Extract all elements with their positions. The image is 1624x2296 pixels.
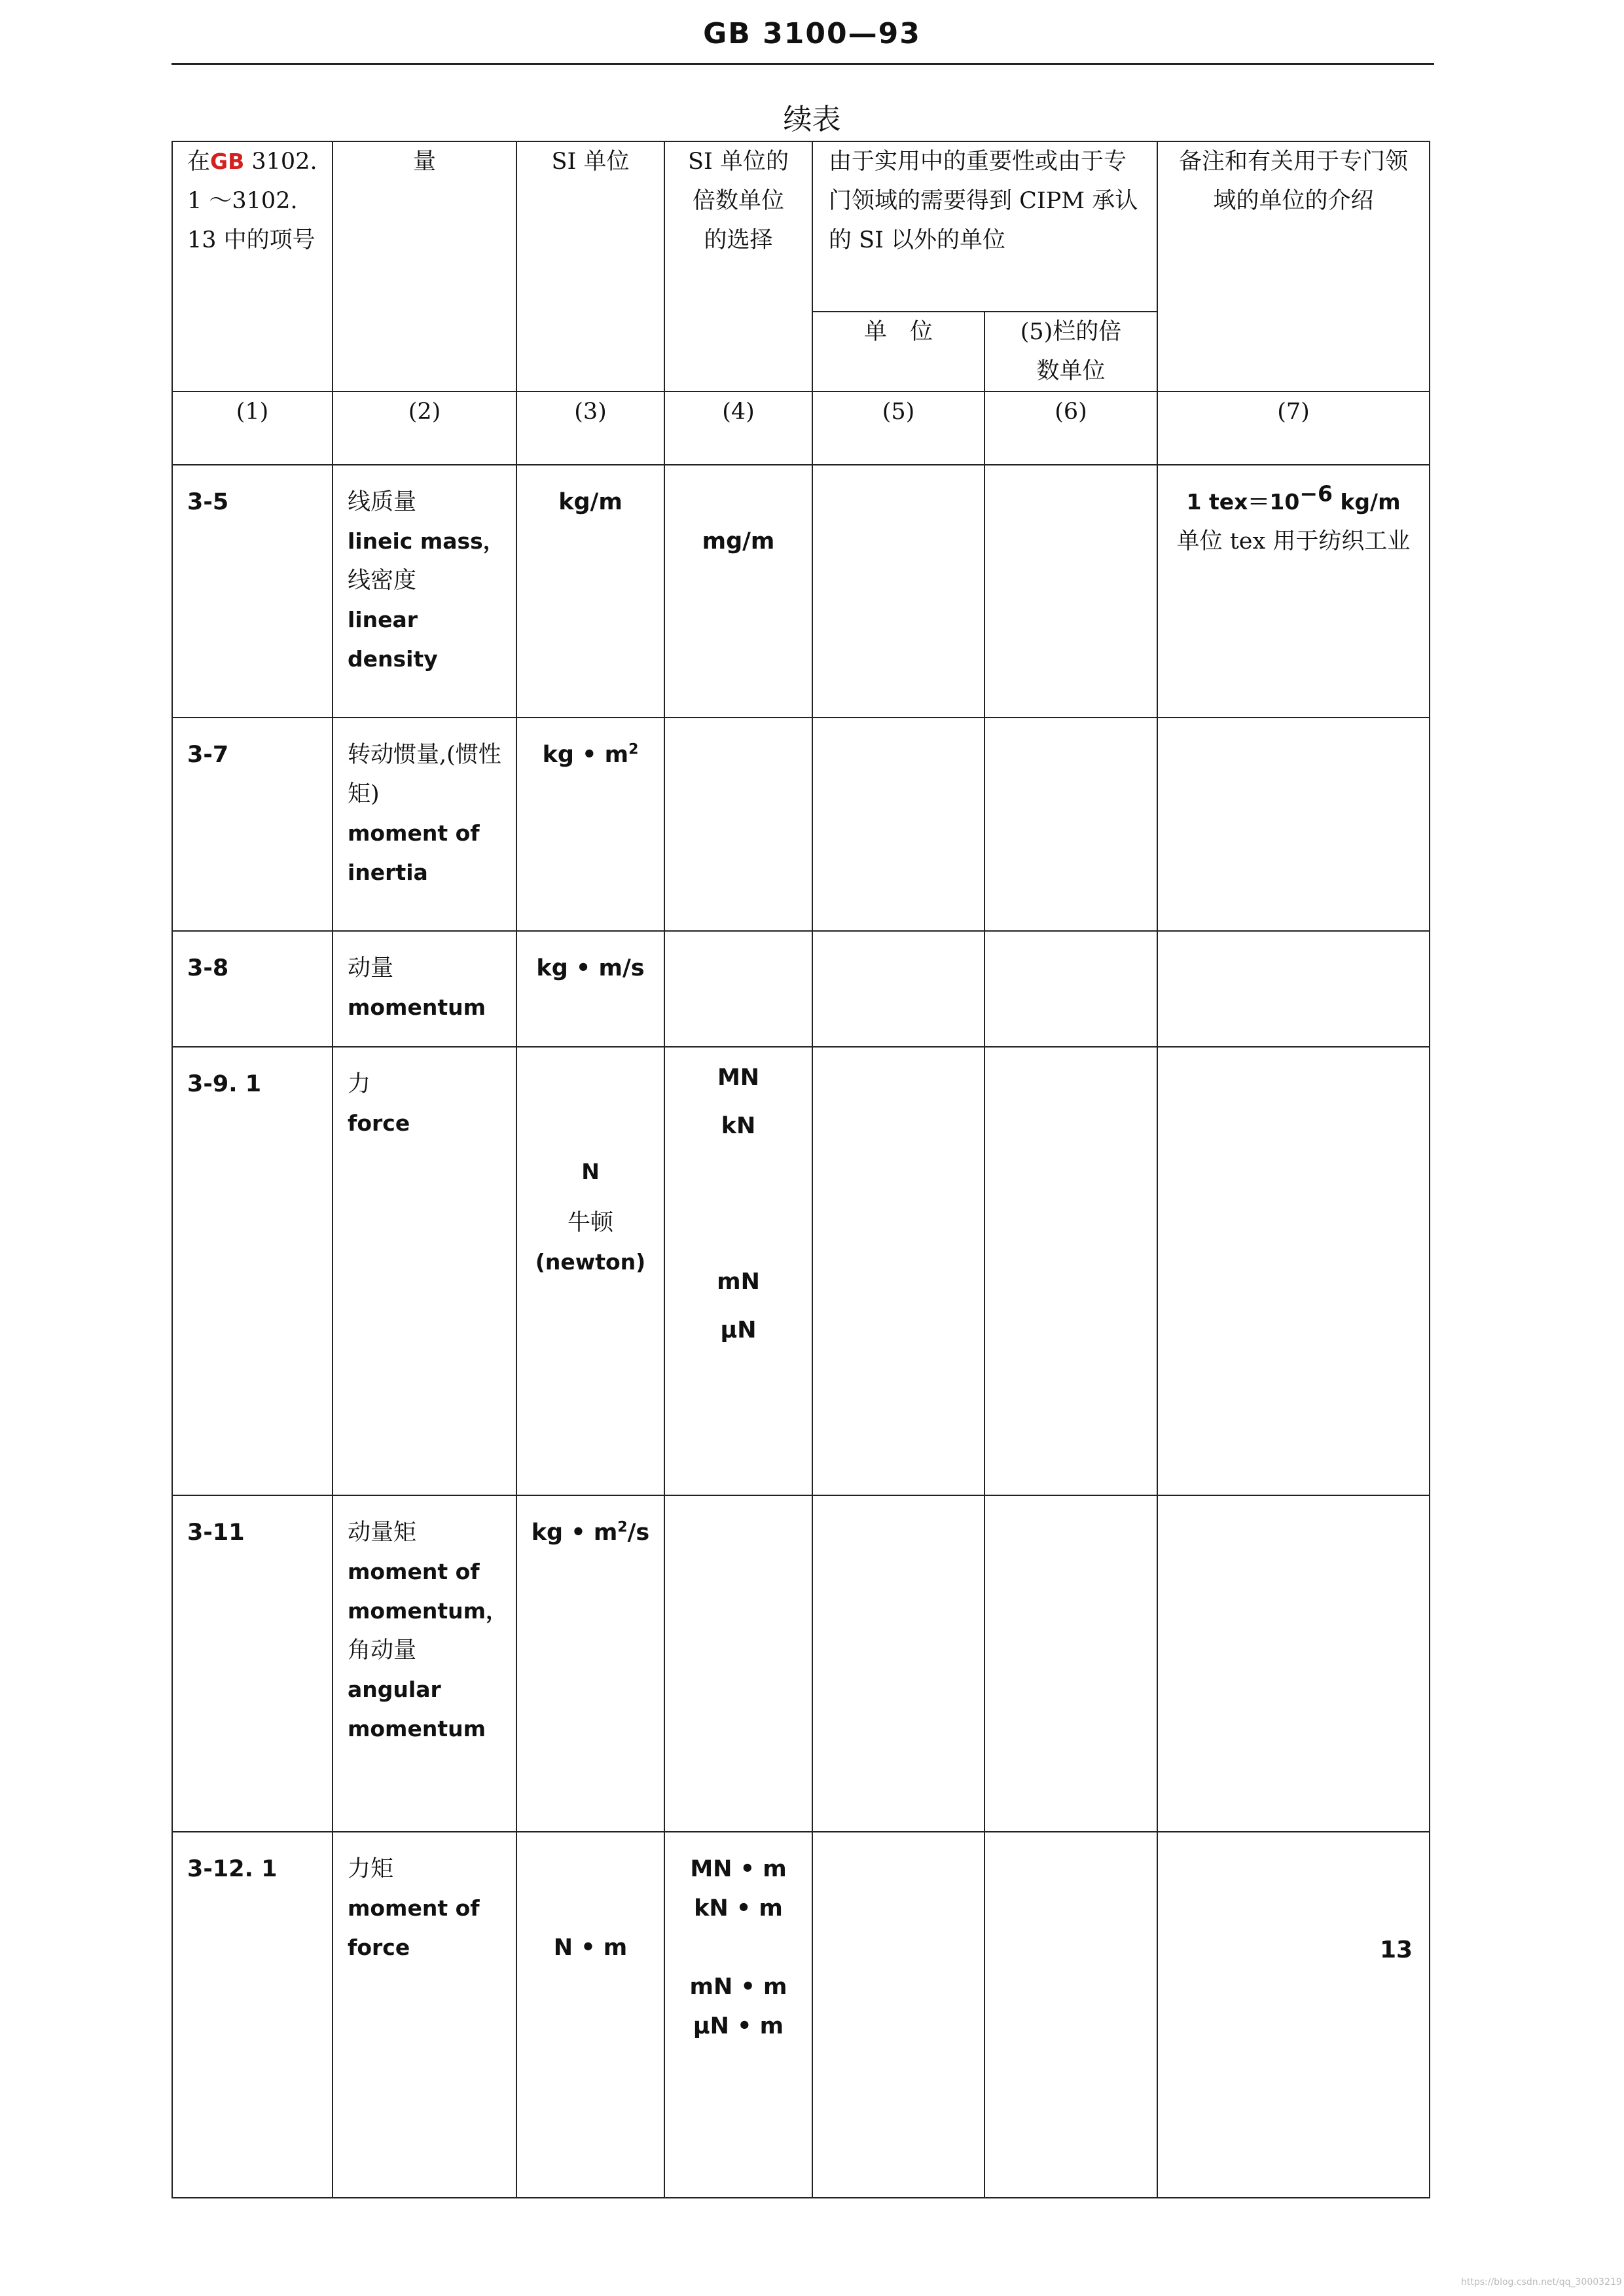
header-non-si-multiples: (5)栏的倍数单位 (984, 312, 1157, 392)
watermark-url: https://blog.csdn.net/qq_30003219 (1461, 2277, 1622, 2287)
item-number: 3-9. 1 (172, 1047, 333, 1495)
col-number-7: (7) (1157, 392, 1430, 465)
header-rule (171, 63, 1434, 65)
si-multiple: mg/m (664, 465, 812, 718)
quantity-cn: 线质量 (348, 489, 417, 515)
quantity-cn-alt: 角动量 (348, 1637, 417, 1664)
table-row (172, 931, 1430, 1047)
quantity-cell (333, 1495, 516, 1832)
header-non-si-unit: 单 位 (812, 312, 984, 392)
multiple-kn-m: kN • m (694, 1895, 783, 1922)
quantity-en: lineic mass， (348, 528, 505, 554)
item-number: 3-12. 1 (172, 1832, 333, 2198)
header-item-number (172, 141, 333, 392)
units-table (171, 141, 1430, 2198)
header-si-multiples: SI 单位的倍数单位的选择 (664, 141, 812, 392)
item-number: 3-11 (172, 1495, 333, 1832)
quantity-cell (333, 1832, 516, 2198)
non-si-unit (812, 931, 984, 1047)
col-number-1: (1) (172, 392, 333, 465)
si-unit-name-cn: 牛顿 (567, 1210, 613, 1236)
header-gb-link[interactable]: GB (210, 149, 245, 174)
non-si-multiple (984, 465, 1157, 718)
quantity-cn-alt: 线密度 (348, 568, 417, 594)
col-number-5: (5) (812, 392, 984, 465)
non-si-unit (812, 1832, 984, 2198)
document-header: GB 3100—93 (703, 17, 921, 50)
quantity-cell (333, 465, 516, 718)
multiple-micron: μN (720, 1317, 757, 1343)
remark-cell (1157, 1495, 1430, 1832)
non-si-unit (812, 1495, 984, 1832)
col-number-2: (2) (333, 392, 516, 465)
multiple-millin-m: mN • m (689, 1974, 787, 2000)
header-si-unit: SI 单位 (516, 141, 664, 392)
quantity-cell (333, 718, 516, 931)
col-number-4: (4) (664, 392, 812, 465)
non-si-multiple (984, 931, 1157, 1047)
item-number: 3-5 (172, 465, 333, 718)
si-multiple (664, 1047, 812, 1495)
page-number: 13 (1380, 1937, 1413, 1963)
quantity-cell (333, 1047, 516, 1495)
table-title: 续表 (783, 103, 841, 136)
quantity-cn: 动量矩 (348, 1520, 417, 1546)
remark-cell (1157, 1832, 1430, 2198)
header-item-prefix: 在 (187, 149, 211, 175)
multiple-mn-m: MN • m (690, 1856, 787, 1882)
quantity-cn: 力 (348, 1071, 371, 1097)
quantity-en: moment of momentum， (348, 1559, 507, 1624)
table-row (172, 1047, 1430, 1495)
table-row (172, 465, 1430, 718)
si-unit: N • m (516, 1832, 664, 2198)
quantity-cn: 转动惯量,(惯性矩) (348, 742, 501, 807)
si-unit-name-en: (newton) (535, 1249, 646, 1275)
remark-tex-definition: 1 $tex=10^{-6}$ kg/m (1186, 481, 1401, 515)
table-row (172, 718, 1430, 931)
item-number: 3-8 (172, 931, 333, 1047)
remark-cell (1157, 718, 1430, 931)
quantity-cell (333, 931, 516, 1047)
table-row (172, 1495, 1430, 1832)
quantity-cn: 动量 (348, 955, 394, 981)
non-si-multiple (984, 1832, 1157, 2198)
header-remarks: 备注和有关用于专门领域的单位的介绍 (1157, 141, 1430, 392)
multiple-millin: mN (717, 1269, 760, 1295)
si-unit: kg • $m^2/s$ (516, 1495, 664, 1832)
non-si-unit (812, 465, 984, 718)
si-unit (516, 1047, 664, 1495)
si-unit: kg • $m^2$ (516, 718, 664, 931)
multiple-kn: kN (721, 1113, 756, 1139)
item-number: 3-7 (172, 718, 333, 931)
header-non-si-group: 由于实用中的重要性或由于专门领域的需要得到 CIPM 承认的 SI 以外的单位 (812, 141, 1157, 312)
si-multiple (664, 1495, 812, 1832)
quantity-en: momentum (348, 994, 486, 1020)
si-multiple (664, 718, 812, 931)
quantity-en: force (348, 1110, 410, 1136)
non-si-unit (812, 1047, 984, 1495)
si-multiple (664, 931, 812, 1047)
non-si-multiple (984, 1495, 1157, 1832)
quantity-en: moment of force (348, 1895, 480, 1960)
remark-cell (1157, 465, 1430, 718)
quantity-cn: 力矩 (348, 1856, 394, 1882)
col-number-3: (3) (516, 392, 664, 465)
si-unit-symbol: N (581, 1159, 600, 1184)
remark-cell (1157, 931, 1430, 1047)
table-row (172, 1832, 1430, 2198)
header-quantity: 量 (333, 141, 516, 392)
multiple-micron-m: μN • m (693, 2013, 784, 2039)
si-unit: kg/m (516, 465, 664, 718)
quantity-en-alt: linear density (348, 607, 438, 672)
remark-cell (1157, 1047, 1430, 1495)
remark-tex-usage: 单位 tex 用于纺织工业 (1176, 528, 1411, 555)
non-si-unit (812, 718, 984, 931)
si-unit: kg • m/s (516, 931, 664, 1047)
multiple-mn: MN (717, 1065, 760, 1091)
quantity-en-alt: angular momentum (348, 1677, 486, 1741)
si-multiple (664, 1832, 812, 2198)
non-si-multiple (984, 1047, 1157, 1495)
col-number-6: (6) (984, 392, 1157, 465)
quantity-en: moment of inertia (348, 820, 480, 885)
header-item-rest: 3102. 1 ～3102. 13 中的项号 (187, 149, 317, 253)
non-si-multiple (984, 718, 1157, 931)
